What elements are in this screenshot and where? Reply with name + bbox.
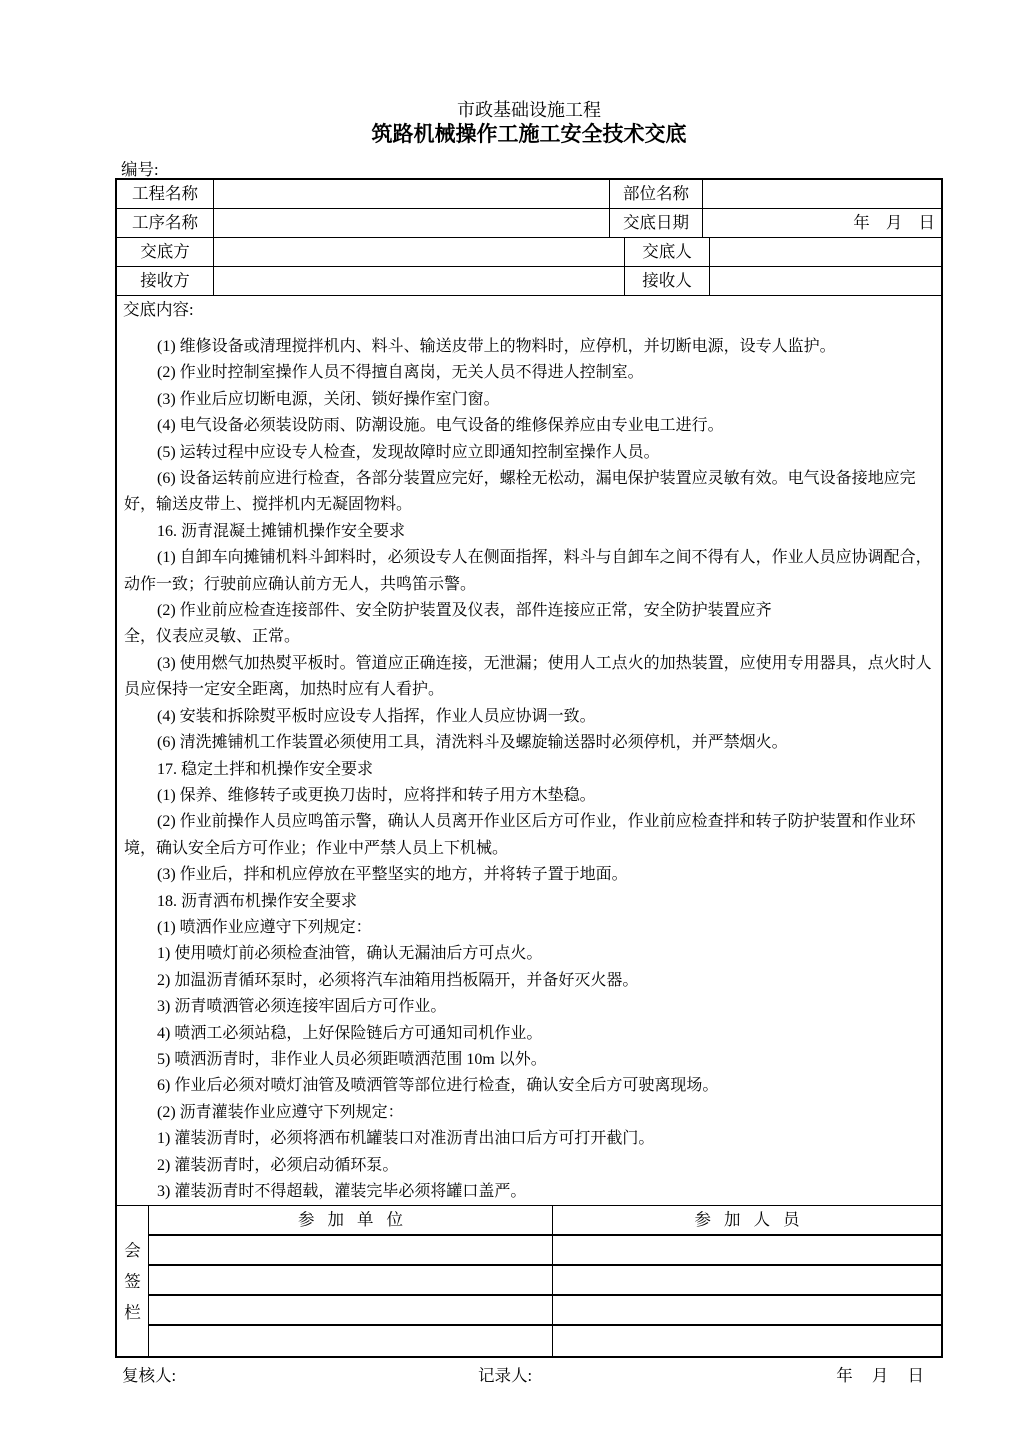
receiving-party-field[interactable] [214, 267, 625, 295]
content-line: (1) 维修设备或清理搅拌机内、料斗、输送皮带上的物料时，应停机，并切断电源，设专人监护。 [157, 338, 836, 355]
participating-person-header: 参加人员 [553, 1206, 941, 1236]
content-line: (3) 作业后，拌和机应停放在平整坚实的地方，并将转子置于地面。 [157, 866, 628, 884]
disclosure-date-label: 交底日期 [610, 209, 703, 237]
discloser-field[interactable] [710, 238, 941, 266]
participating-unit-header: 参加单位 [149, 1206, 553, 1236]
disclosing-party-label: 交底方 [117, 238, 214, 266]
content-line: (2) 作业前操作人员应鸣笛示警，确认人员离开作业区后方可作业，作业前应检查拌和转子防护装置和作业环境，确认安全后方可作业；作业中严禁人员上下机械。 [124, 813, 916, 857]
content-line: 3) 沥青喷洒管必须连接牢固后方可作业。 [157, 998, 447, 1016]
content-line: 18. 沥青洒布机操作安全要求 [157, 892, 358, 910]
signature-person-cell[interactable] [553, 1296, 941, 1326]
document-page [115, 0, 943, 1431]
content-line: 1) 灌装沥青时，必须将洒布机罐装口对准沥青出油口后方可打开截门。 [157, 1130, 655, 1148]
content-line: 1) 使用喷灯前必须检查油管，确认无漏油后方可点火。 [157, 945, 543, 963]
content-line: 3) 灌装沥青时不得超载，灌装完毕必须将罐口盖严。 [157, 1183, 527, 1200]
disclosure-content-box [117, 296, 941, 1206]
disclosing-party-field[interactable] [214, 238, 625, 266]
content-line: 2) 加温沥青循环泵时，必须将汽车油箱用挡板隔开，并备好灭火器。 [157, 971, 639, 989]
project-name-label: 工程名称 [117, 180, 214, 208]
content-line: (1) 喷洒作业应遵守下列规定： [157, 918, 372, 936]
serial-number-label: 编号: [121, 160, 159, 179]
countersign-column-label [117, 1206, 149, 1356]
content-line: (2) 作业时控制室操作人员不得擅自离岗，无关人员不得进人控制室。 [157, 364, 644, 382]
signature-unit-cell[interactable] [149, 1236, 553, 1266]
content-line: 16. 沥青混凝土摊铺机操作安全要求 [157, 522, 406, 540]
project-name-field[interactable] [214, 180, 610, 208]
content-line: (6) 设备运转前应进行检查，各部分装置应完好，螺栓无松动，漏电保护装置应灵敏有效。电气设备接地应完好，输送皮带上、搅拌机内无凝固物料。 [124, 470, 916, 514]
signature-unit-cell[interactable] [149, 1296, 553, 1326]
doc-category-title: 市政基础设施工程 [457, 100, 601, 120]
receiving-party-label: 接收方 [117, 267, 214, 295]
content-line: (5) 运转过程中应设专人检查，发现故障时应立即通知控制室操作人员。 [157, 443, 660, 461]
info-row-project [117, 180, 941, 209]
info-row-receiver-party [117, 267, 941, 296]
content-line: 2) 灌装沥青时，必须启动循环泵。 [157, 1156, 399, 1174]
info-row-discloser-party [117, 238, 941, 267]
signature-unit-cell[interactable] [149, 1266, 553, 1296]
signature-person-cell[interactable] [553, 1266, 941, 1296]
page-title: 筑路机械操作工施工安全技术交底 [371, 122, 687, 146]
info-row-process [117, 209, 941, 238]
content-line: (1) 自卸车向摊铺机料斗卸料时，必须设专人在侧面指挥，料斗与自卸车之间不得有人，作业人员应协调配合，动作一致；行驶前应确认前方无人，共鸣笛示警。 [124, 549, 932, 593]
content-line: (3) 作业后应切断电源，关闭、锁好操作室门窗。 [157, 390, 500, 408]
process-name-label: 工序名称 [117, 209, 214, 237]
signature-table [117, 1206, 941, 1356]
form-frame [115, 178, 943, 1358]
discloser-label: 交底人 [625, 238, 710, 266]
footer-date-placeholder: 年 月 日 [836, 1366, 924, 1385]
receiver-field[interactable] [710, 267, 941, 295]
content-line: (4) 电气设备必须装设防雨、防潮设施。电气设备的维修保养应由专业电工进行。 [157, 417, 724, 435]
countersign-label-text: 会签栏 [124, 1240, 141, 1322]
part-name-label: 部位名称 [610, 180, 703, 208]
disclosure-content-text [124, 334, 936, 1205]
content-line: (2) 沥青灌装作业应遵守下列规定： [157, 1103, 404, 1121]
content-line: (4) 安装和拆除熨平板时应设专人指挥，作业人员应协调一致。 [157, 707, 596, 725]
signature-person-cell[interactable] [553, 1326, 941, 1356]
signature-person-cell[interactable] [553, 1236, 941, 1266]
content-line: 17. 稳定土拌和机操作安全要求 [157, 760, 374, 778]
content-line: (3) 使用燃气加热熨平板时。管道应正确连接，无泄漏；使用人工点火的加热装置，应使用专用器具，点火时人员应保持一定安全距离，加热时应有人看护。 [124, 654, 932, 699]
receiver-label: 接收人 [625, 267, 710, 295]
content-line: (2) 作业前应检查连接部件、安全防护装置及仪表，部件连接应正常，安全防护装置应齐 [157, 602, 772, 620]
content-line: 6) 作业后必须对喷灯油管及喷洒管等部位进行检查，确认安全后方可驶离现场。 [157, 1077, 719, 1095]
content-line: (6) 清洗摊铺机工作装置必须使用工具，清洗料斗及螺旋输送器时必须停机，并严禁烟火。 [157, 734, 788, 752]
content-line: 5) 喷洒沥青时，非作业人员必须距喷洒范围 10m 以外。 [157, 1050, 547, 1068]
footer [115, 1366, 943, 1388]
content-line: (1) 保养、维修转子或更换刀齿时，应将拌和转子用方木垫稳。 [157, 786, 596, 804]
disclosure-date-field[interactable]: 年 月 日 [853, 213, 935, 232]
recorder-label: 记录人: [478, 1366, 533, 1385]
process-name-field[interactable] [214, 209, 610, 237]
signature-unit-cell[interactable] [149, 1326, 553, 1356]
content-line: 全，仪表应灵敏、正常。 [124, 628, 301, 646]
part-name-field[interactable] [703, 180, 941, 208]
content-line: 4) 喷洒工必须站稳，上好保险链后方可通知司机作业。 [157, 1024, 543, 1042]
reviewer-label: 复核人: [122, 1366, 177, 1385]
disclosure-content-heading: 交底内容: [123, 300, 194, 319]
